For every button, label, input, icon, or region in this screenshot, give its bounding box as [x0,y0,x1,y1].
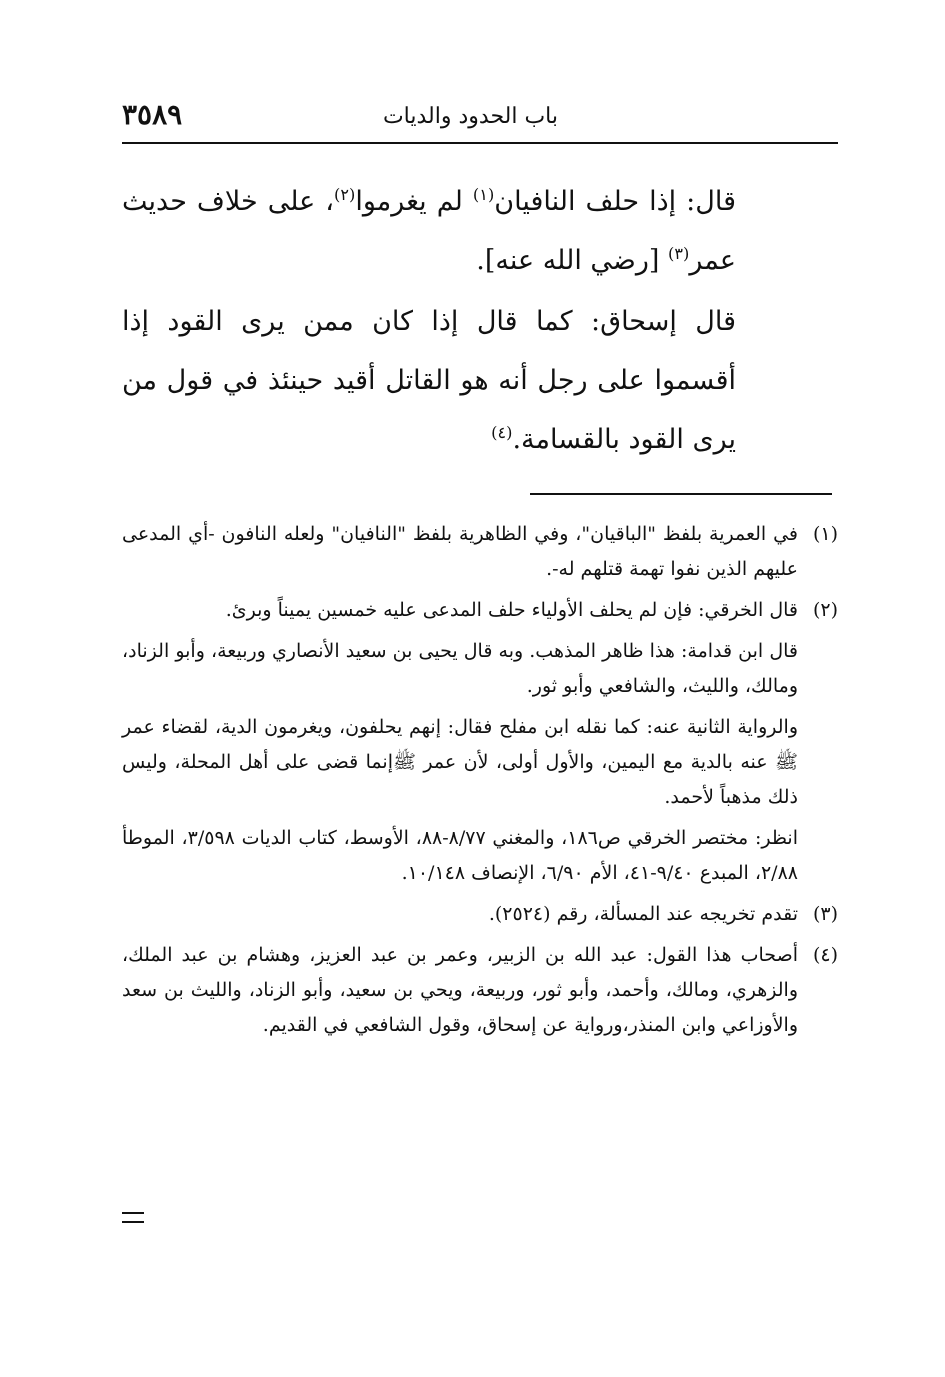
header-rule [122,142,838,144]
footnote-number: (٢) [812,599,838,621]
page-number: ٣٥٨٩ [122,98,183,131]
footnote-ref-4: (٤) [491,423,513,442]
footnote-number: (١) [812,523,838,545]
main-paragraph-2: قال إسحاق: كما قال إذا كان ممن يرى القود إذا أقسموا على رجل أنه هو القاتل أقيد حينئذ في قول من يرى القود بالقسامة.$^{(٤)}$ [122,306,736,455]
chapter-title: باب الحدود والديات [382,104,558,129]
footnote-text: في العمرية بلفظ "الباقيان"، وفي الظاهرية بلفظ "النافيان" ولعله النافون -أي المدعى عليهم الذين نفوا تهمة قتلهم له-. [122,523,798,580]
footnote-ref-2: (٢) [333,185,356,204]
running-header [122,98,838,140]
footnote-3 [122,897,838,932]
footnote-4 [122,938,838,1043]
footnote-text: انظر: مختصر الخرقي ص١٨٦، والمغني ٨/٧٧-٨٨، الأوسط، كتاب الديات ٣/٥٩٨، الموطأ ٢/٨٨، المبدع ٩/٤٠-٤١، الأم ٦/٩٠، الإنصاف ١٠/١٤٨. [122,827,798,884]
footnote-2 [122,593,838,891]
footnote-text: أصحاب هذا القول: عبد الله بن الزبير، وعمر بن عبد العزيز، وهشام بن عبد الملك، والزهري، ومالك، وأحمد، وأبو ثور، وربيعة، ويحي بن سعيد، وأبو الزناد، والليث بن سعد والأوزاعي وابن المنذر،ورواية عن إسحاق، وقول الشافعي في القديم. [122,944,798,1036]
main-text [122,172,736,469]
footnote-number: (٣) [812,903,838,925]
footnote-ref-3: (٣) [668,244,690,263]
footnote-text: والرواية الثانية عنه: كما نقله ابن مفلح فقال: إنهم يحلفون، ويغرمون الدية، لقضاء عمر ﷺ عنه بالدية مع اليمين، والأول أولى، لأن عمر ﷺإنما قضى على أهل المحلة، وليس ذلك مذهباً لأحمد. [122,716,798,808]
footnote-separator [530,493,832,495]
footnotes [122,517,838,1049]
continuation-mark [122,1212,144,1223]
footnote-text: قال ابن قدامة: هذا ظاهر المذهب. وبه قال يحيى بن سعيد الأنصاري وربيعة، وأبو الزناد، ومالك، والليث، والشافعي وأبو ثور. [122,640,798,697]
footnote-text: قال الخرقي: فإن لم يحلف الأولياء حلف المدعى عليه خمسين يميناً وبرئ. [225,599,798,621]
main-paragraph-1: قال: إذا حلف النافيان$^{(١)}$ لم يغرموا$^{(٢)}$، على خلاف حديث عمر$^{(٣)}$ [رضي الله عنه]. [122,185,736,276]
footnote-1 [122,517,838,587]
footnote-ref-1: (١) [472,185,495,204]
footnote-text: تقدم تخريجه عند المسألة، رقم (٢٥٢٤). [488,903,798,925]
footnote-number: (٤) [812,944,838,966]
